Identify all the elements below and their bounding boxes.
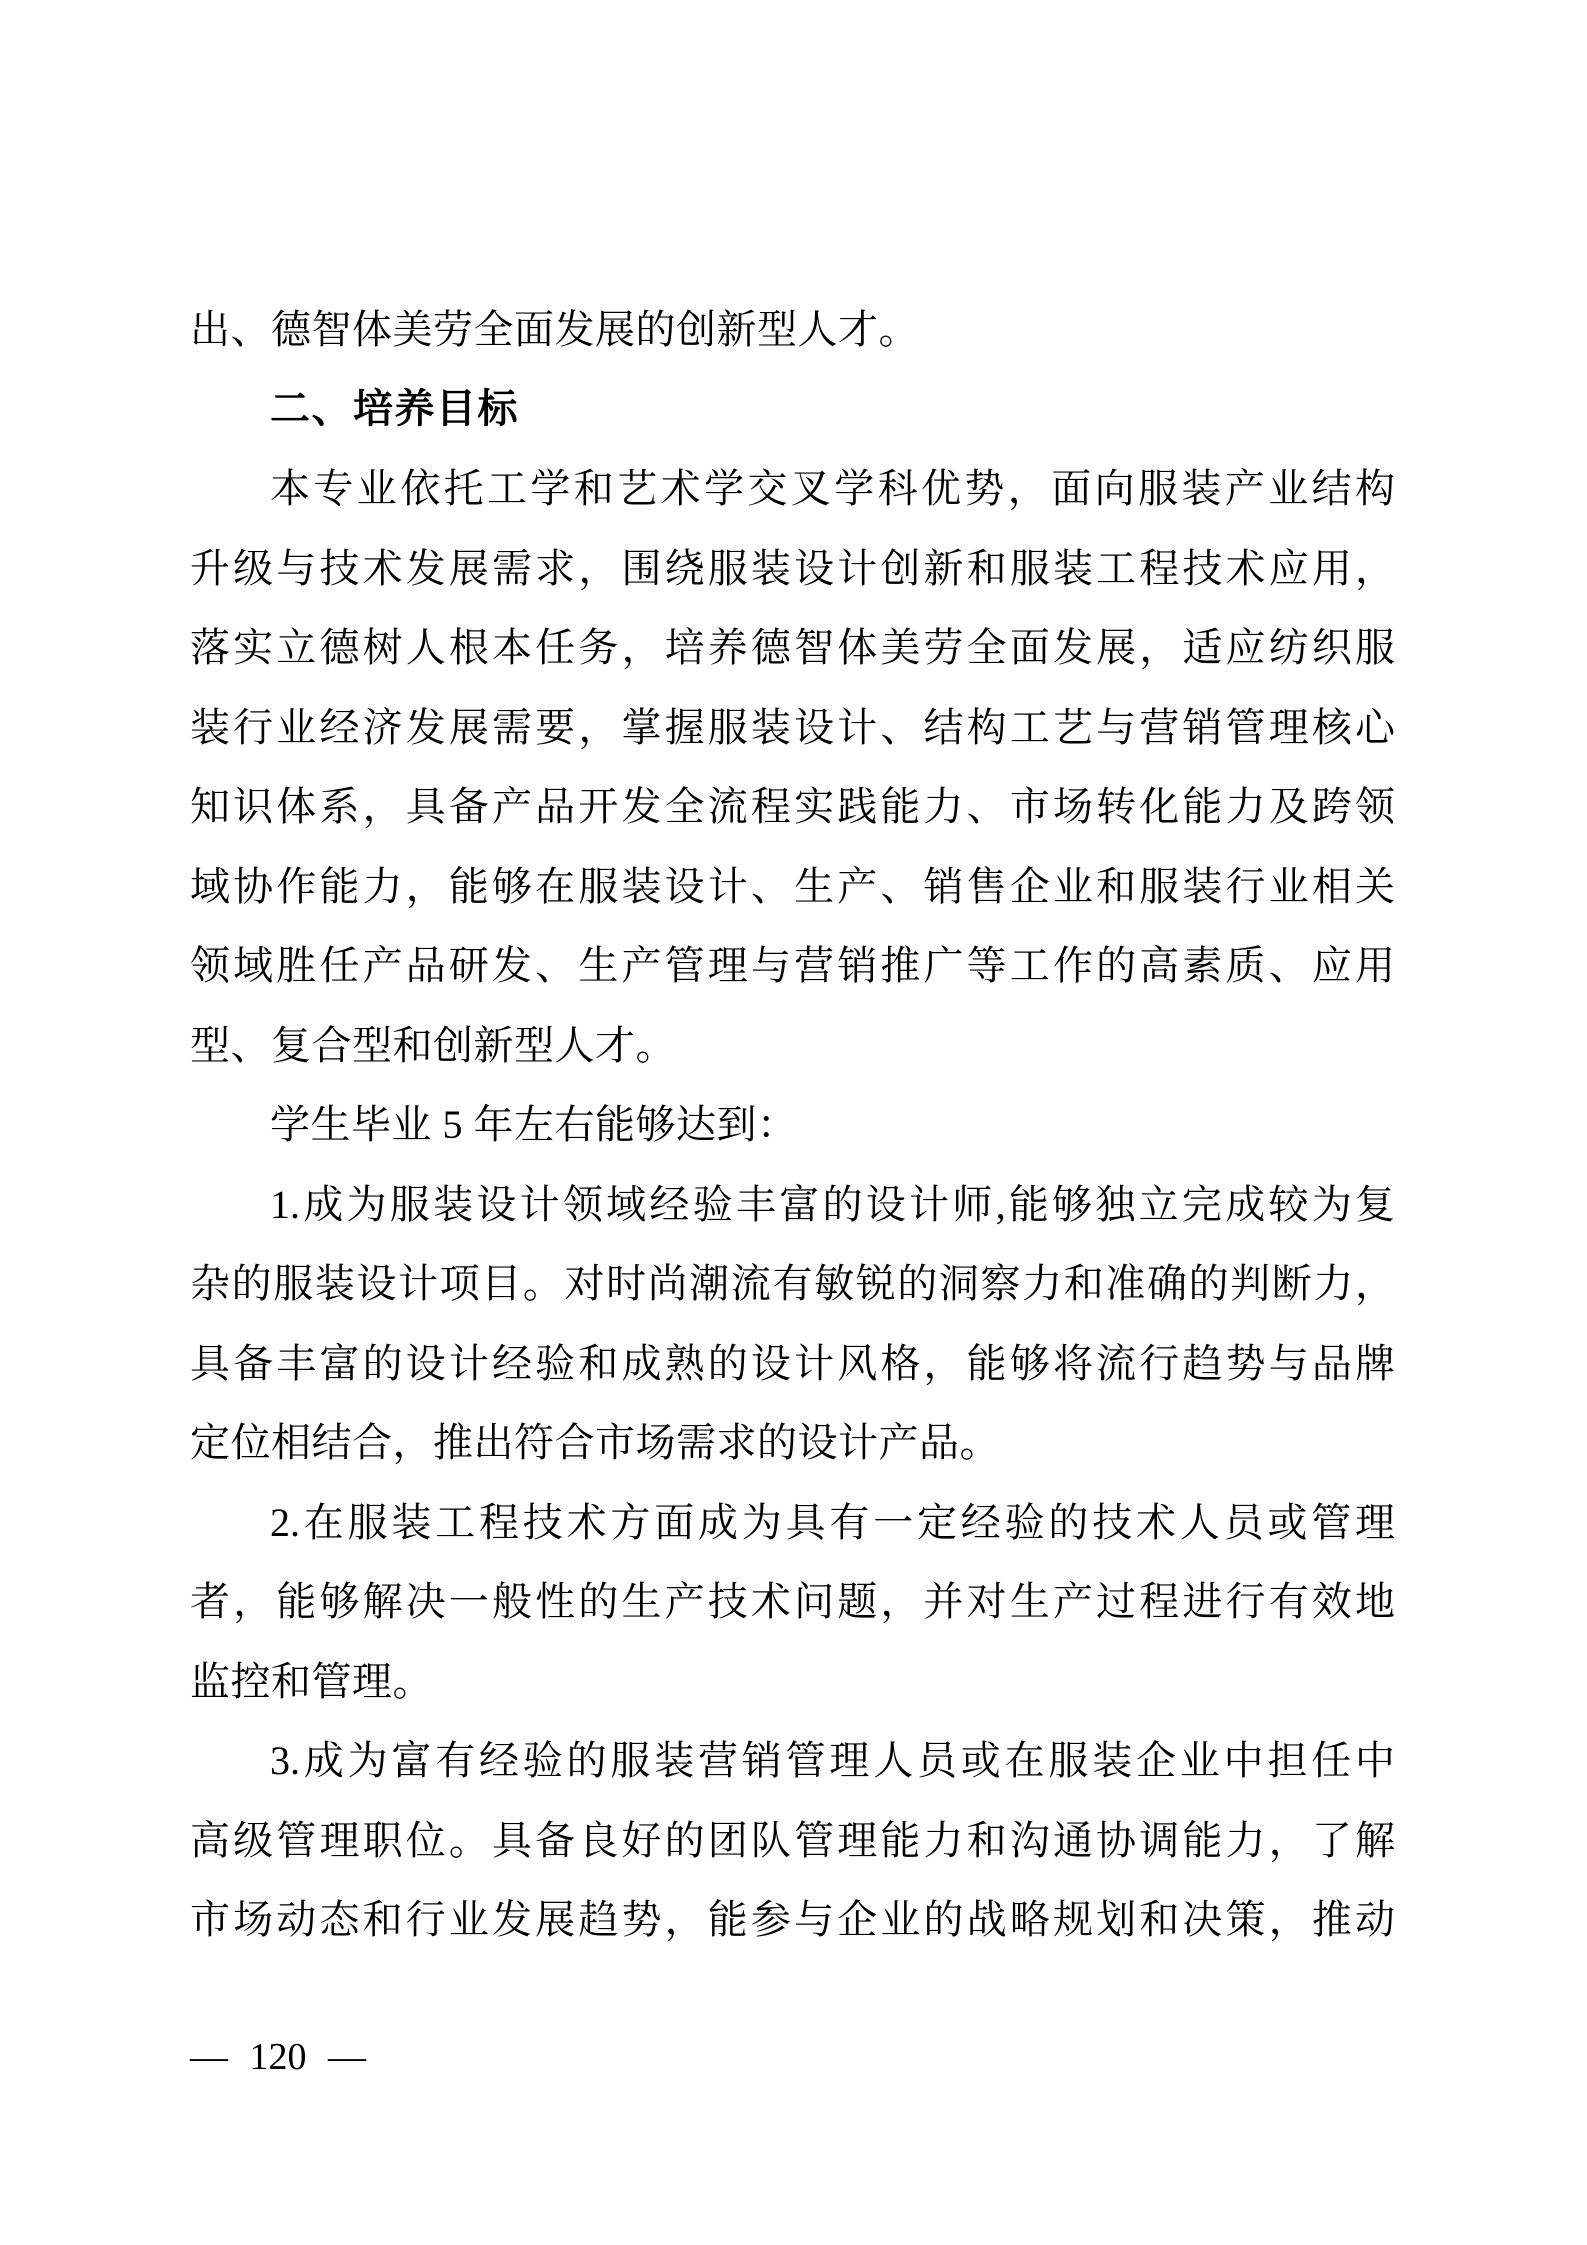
text-line: 型、复合型和创新型人才。 <box>190 1022 676 1068</box>
text-line: 知识体系，具备产品开发全流程实践能力、市场转化能力及跨领 <box>190 784 1395 829</box>
text-line: 定位相结合，推出符合市场需求的设计产品。 <box>190 1420 1000 1465</box>
text-line: 域协作能力，能够在服装设计、生产、销售企业和服装行业相关 <box>190 863 1395 909</box>
text-line: 1.成为服装设计领域经验丰富的设计师,能够独立完成较为复 <box>270 1181 1395 1227</box>
text-line: 领域胜任产品研发、生产管理与营销推广等工作的高素质、应用 <box>190 943 1395 988</box>
section-heading: 二、培养目标 <box>270 386 519 431</box>
text-line: 杂的服装设计项目。对时尚潮流有敏锐的洞察力和准确的判断力， <box>190 1261 1395 1306</box>
text-line: 升级与技术发展需求，围绕服装设计创新和服装工程技术应用， <box>190 545 1395 591</box>
text-line: 落实立德树人根本任务，培养德智体美劳全面发展，适应纺织服 <box>190 625 1395 670</box>
text-line: 出、德智体美劳全面发展的创新型人才。 <box>190 307 919 352</box>
text-line: 者，能够解决一般性的生产技术问题，并对生产过程进行有效地 <box>190 1579 1395 1624</box>
text-line: 装行业经济发展需要，掌握服装设计、结构工艺与营销管理核心 <box>190 704 1395 750</box>
text-line: 高级管理职位。具备良好的团队管理能力和沟通协调能力，了解 <box>190 1817 1395 1863</box>
text-line: 学生毕业 5 年左右能够达到： <box>270 1102 798 1147</box>
text-line: 3.成为富有经验的服装营销管理人员或在服装企业中担任中 <box>270 1738 1395 1783</box>
text-line: 本专业依托工学和艺术学交叉学科优势，面向服装产业结构 <box>270 466 1395 511</box>
page-number: — 120 — <box>190 2036 366 2078</box>
text-line: 具备丰富的设计经验和成熟的设计风格，能够将流行趋势与品牌 <box>190 1340 1395 1386</box>
text-line: 监控和管理。 <box>190 1658 433 1704</box>
document-text-block <box>190 290 1395 1960</box>
text-line: 市场动态和行业发展趋势，能参与企业的战略规划和决策，推动 <box>190 1897 1395 1942</box>
text-line: 2.在服装工程技术方面成为具有一定经验的技术人员或管理 <box>270 1499 1395 1545</box>
